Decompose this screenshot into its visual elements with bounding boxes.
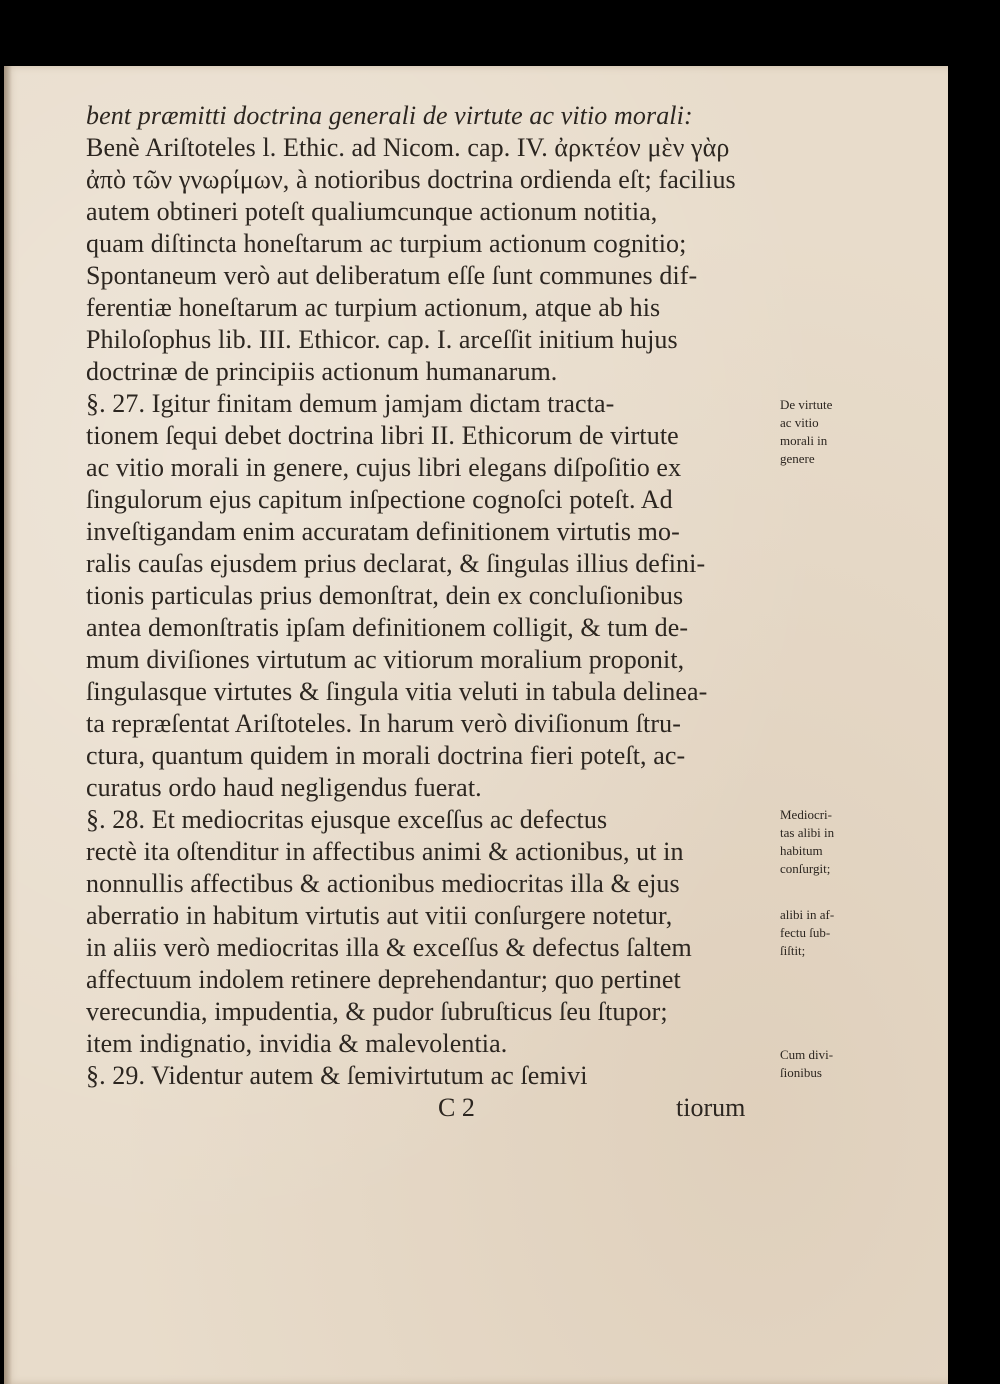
body-line: aberratio in habitum virtutis aut vitii conſurgere notetur, <box>86 901 673 930</box>
section-heading-29: §. 29. Videntur autem & ſemivirtutum ac ſemivi <box>86 1061 588 1090</box>
body-line: ſingulasque virtutes & ſingula vitia veluti in tabula delinea- <box>86 677 708 706</box>
body-line: tionis particulas prius demonſtrat, dein ex concluſionibus <box>86 581 684 610</box>
body-line: ferentiæ honeſtarum ac turpium actionum, atque ab his <box>86 293 661 322</box>
marginal-note: ſionibus <box>780 1065 822 1080</box>
body-line: verecundia, impudentia, & pudor ſubruſticus ſeu ſtupor; <box>86 997 668 1026</box>
body-line: curatus ordo haud negligendus fuerat. <box>86 773 482 802</box>
body-line: affectuum indolem retinere deprehendantur; quo pertinet <box>86 965 681 994</box>
signature-mark: C 2 <box>438 1093 475 1122</box>
marginal-note: morali in <box>780 433 828 448</box>
body-line: ralis cauſas ejusdem prius declarat, & ſingulas illius defini- <box>86 549 706 578</box>
body-line: in aliis verò mediocritas illa & exceſſus & defectus ſaltem <box>86 933 692 962</box>
body-line: ac vitio morali in genere, cujus libri elegans diſpoſitio ex <box>86 453 682 482</box>
marginal-note: genere <box>780 451 815 466</box>
body-line: item indignatio, invidia & malevolentia. <box>86 1029 508 1058</box>
body-line: quam diſtincta honeſtarum ac turpium actionum cognitio; <box>86 229 687 258</box>
body-line: Spontaneum verò aut deliberatum eſſe ſunt communes dif- <box>86 261 698 290</box>
marginal-note: conſurgit; <box>780 861 831 876</box>
marginal-note: Cum divi- <box>780 1047 834 1062</box>
page-gutter-shadow <box>4 66 12 1384</box>
body-line: mum diviſiones virtutum ac vitiorum moralium proponit, <box>86 645 685 674</box>
body-line: ἀπὸ τῶν γνωρίμων, à notioribus doctrina ordienda eſt; facilius <box>86 165 736 194</box>
marginal-note: habitum <box>780 843 823 858</box>
body-line: bent præmitti doctrina generali de virtute ac vitio morali: <box>86 101 693 130</box>
marginal-note: fectu ſub- <box>780 925 831 940</box>
marginal-note: tas alibi in <box>780 825 835 840</box>
body-line: ſingulorum ejus capitum inſpectione cognoſci poteſt. Ad <box>86 485 673 514</box>
marginal-note: De virtute <box>780 397 833 412</box>
body-line: ta repræſentat Ariſtoteles. In harum verò diviſionum ſtru- <box>86 709 681 738</box>
book-page <box>4 66 948 1384</box>
body-line: doctrinæ de principiis actionum humanarum. <box>86 357 558 386</box>
marginal-note: Mediocri- <box>780 807 832 822</box>
body-line: rectè ita oſtenditur in affectibus animi & actionibus, ut in <box>86 837 684 866</box>
marginal-note: alibi in af- <box>780 907 835 922</box>
body-line: nonnullis affectibus & actionibus mediocritas illa & ejus <box>86 869 680 898</box>
section-heading-28: §. 28. Et mediocritas ejusque exceſſus ac defectus <box>86 805 608 834</box>
body-line: tionem ſequi debet doctrina libri II. Ethicorum de virtute <box>86 421 679 450</box>
body-line: Benè Ariſtoteles l. Ethic. ad Nicom. cap. IV. ἀρκτέον μὲν γὰρ <box>86 133 730 162</box>
body-line: Philoſophus lib. III. Ethicor. cap. I. arceſſit initium hujus <box>86 325 678 354</box>
catchword: tiorum <box>676 1093 746 1122</box>
marginal-note: ac vitio <box>780 415 819 430</box>
section-heading-27: §. 27. Igitur finitam demum jamjam dictam tracta- <box>86 389 615 418</box>
body-line: autem obtineri poteſt qualiumcunque actionum notitia, <box>86 197 658 226</box>
marginal-note: ſiſtit; <box>780 943 806 958</box>
body-line: antea demonſtratis ipſam definitionem colligit, & tum de- <box>86 613 689 642</box>
body-line: inveſtigandam enim accuratam definitionem virtutis mo- <box>86 517 680 546</box>
body-line: ctura, quantum quidem in morali doctrina fieri poteſt, ac- <box>86 741 686 770</box>
